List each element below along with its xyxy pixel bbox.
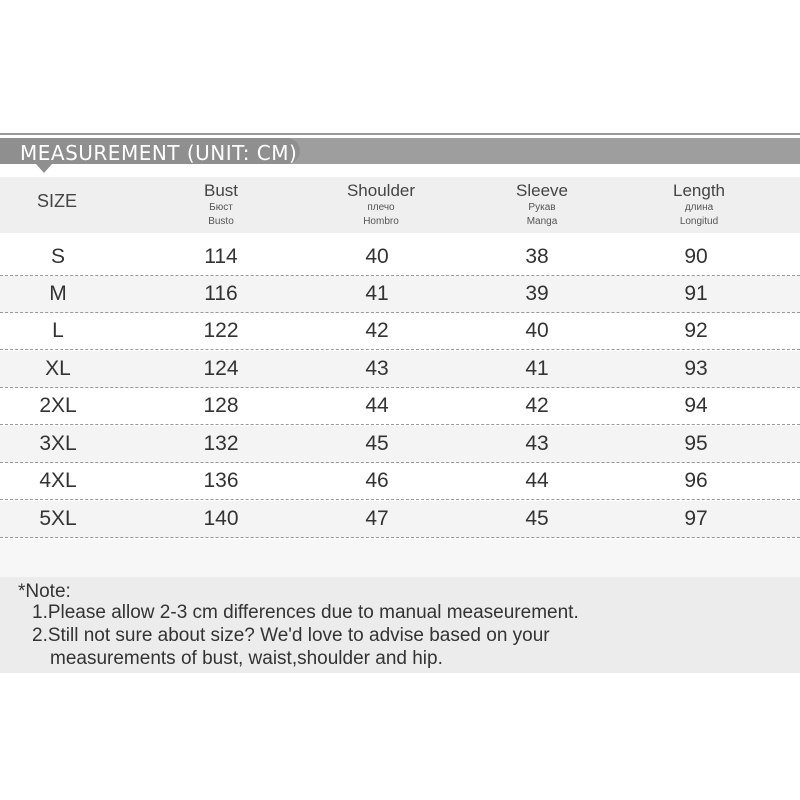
header-size: SIZE — [36, 191, 78, 211]
cell-sleeve: 41 — [525, 357, 549, 380]
cell-size: 4XL — [39, 469, 77, 492]
row-divider — [0, 424, 800, 425]
cell-sleeve: 42 — [525, 394, 549, 417]
cell-length: 92 — [684, 319, 708, 342]
table-row — [0, 313, 800, 350]
cell-size: 5XL — [39, 507, 77, 530]
cell-size: L — [52, 319, 64, 342]
table-row — [0, 426, 800, 463]
cell-shoulder: 40 — [365, 245, 389, 268]
cell-bust: 122 — [203, 319, 239, 342]
table-row — [0, 276, 800, 313]
cell-shoulder: 46 — [365, 469, 389, 492]
cell-shoulder: 42 — [365, 319, 389, 342]
header-length-label: Length — [673, 181, 725, 200]
cell-length: 97 — [684, 507, 708, 530]
header-sleeve-ru: Рукав — [528, 202, 556, 213]
cell-shoulder: 45 — [365, 432, 389, 455]
note-item-2-continued: measurements of bust, waist,shoulder and hip. — [50, 648, 443, 669]
cell-sleeve: 38 — [525, 245, 549, 268]
cell-length: 91 — [684, 282, 708, 305]
cell-shoulder: 44 — [365, 394, 389, 417]
cell-shoulder: 47 — [365, 507, 389, 530]
header-bust-es: Busto — [208, 216, 234, 227]
cell-sleeve: 45 — [525, 507, 549, 530]
header-shoulder — [347, 181, 415, 229]
cell-length: 96 — [684, 469, 708, 492]
cell-bust: 114 — [204, 245, 238, 268]
table-title: MEASUREMENT (UNIT: CM) — [20, 141, 298, 165]
cell-sleeve: 43 — [525, 432, 549, 455]
cell-length: 94 — [684, 394, 708, 417]
header-sleeve — [516, 181, 568, 229]
cell-size: 3XL — [39, 432, 77, 455]
cell-bust: 124 — [203, 357, 239, 380]
cell-size: M — [49, 282, 67, 305]
cell-sleeve: 39 — [525, 282, 549, 305]
cell-length: 95 — [684, 432, 708, 455]
table-footer-spacer — [0, 539, 800, 577]
cell-shoulder: 43 — [365, 357, 389, 380]
header-sleeve-es: Manga — [526, 216, 558, 227]
title-pointer-icon — [36, 164, 52, 173]
header-shoulder-ru: плечо — [367, 202, 395, 213]
notes-heading: *Note: — [18, 581, 71, 602]
cell-bust: 136 — [203, 469, 239, 492]
cell-bust: 116 — [204, 282, 238, 305]
header-bust-ru: Бюст — [209, 202, 233, 213]
cell-size: XL — [45, 357, 71, 380]
cell-length: 90 — [684, 245, 708, 268]
header-bust — [204, 181, 238, 229]
cell-shoulder: 41 — [365, 282, 389, 305]
table-row — [0, 463, 800, 500]
header-sleeve-label: Sleeve — [516, 181, 568, 200]
table-row — [0, 239, 800, 276]
cell-size: S — [50, 245, 66, 268]
cell-sleeve: 40 — [525, 319, 549, 342]
cell-sleeve: 44 — [525, 469, 549, 492]
note-item-2: 2.Still not sure about size? We'd love to advise based on your — [32, 625, 550, 646]
cell-size: 2XL — [39, 394, 77, 417]
table-row — [0, 351, 800, 388]
cell-bust: 132 — [203, 432, 239, 455]
table-row — [0, 501, 800, 538]
header-shoulder-es: Hombro — [363, 216, 399, 227]
header-length-ru: длина — [684, 202, 714, 213]
cell-length: 93 — [684, 357, 708, 380]
row-divider — [0, 537, 800, 538]
row-divider — [0, 349, 800, 350]
note-item-1: 1.Please allow 2-3 cm differences due to manual measeurement. — [32, 602, 579, 623]
cell-bust: 128 — [203, 394, 239, 417]
header-length-es: Longitud — [679, 216, 719, 227]
top-rule — [0, 133, 800, 135]
table-row — [0, 388, 800, 425]
header-bust-label: Bust — [203, 181, 239, 200]
cell-bust: 140 — [203, 507, 239, 530]
header-length — [673, 181, 725, 229]
row-divider — [0, 499, 800, 500]
header-shoulder-label: Shoulder — [346, 181, 416, 200]
